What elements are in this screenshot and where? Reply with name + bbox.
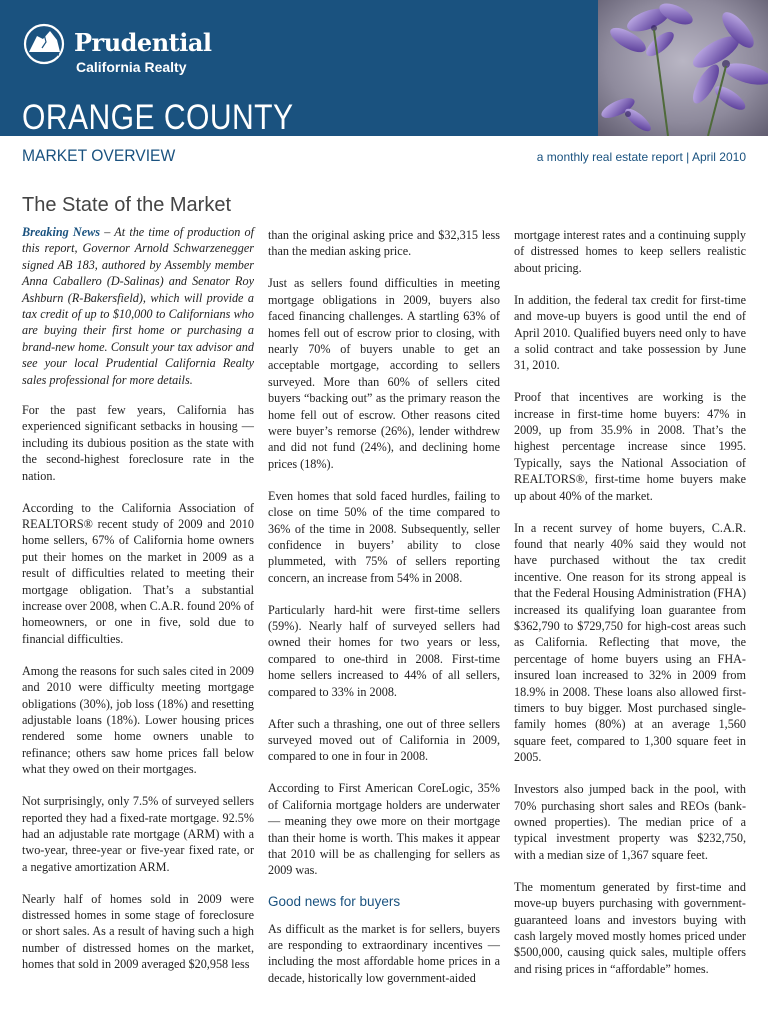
paragraph: mortgage interest rates and a continuing supply of distressed homes to keep sellers realistic about pricing. — [514, 228, 746, 275]
paragraph: For the past few years, California has experienced significant setbacks in housing — including its dubious position as the state with the second-highest foreclosure rate in the nation. — [22, 403, 254, 483]
paragraph: Particularly hard-hit were first-time sellers (59%). Nearly half of surveyed sellers had owned their homes for two years or less, compared to one-third in 2008. First-time home sellers increased to 44% of all sellers, compared to 33% in 2008. — [268, 602, 500, 699]
breaking-news-label: Breaking News — [22, 225, 101, 239]
breaking-news-text: – At the time of production of this report, Governor Arnold Schwarzenegger signed AB 183, authored by Assembly member Anna Caballero (D-Salinas) and Senator Roy Ashburn (R-Bakersfield), which will provide a tax credit of up to $10,000 to Californians who are buying their first home or purchasing a brand-new home. Consult your tax advisor and see your local Prudential California Realty sales professional for more details. — [22, 225, 254, 387]
paragraph: The momentum generated by first-time and move-up buyers purchasing with government-guaranteed loans and investors buying with cash largely moved mostly homes priced under $500,000, causing quick sales, multiple offers and rising prices in “affordable” homes. — [514, 879, 746, 976]
paragraph: Nearly half of homes sold in 2009 were distressed homes in some stage of foreclosure or short sales. As a result of having such a high number of distressed homes on the market, homes that sold in 2009 averaged $20,958 less — [22, 891, 254, 972]
paragraph: In addition, the federal tax credit for first-time and move-up buyers is good until the end of April 2010. Qualified buyers need only to have a solid contract and take possession by June 31, 2010. — [514, 292, 746, 373]
paragraph: After such a thrashing, one out of three sellers surveyed moved out of California in 2009, compared to one in four in 2008. — [268, 716, 500, 764]
subheading-good-news: Good news for buyers — [268, 894, 401, 910]
breaking-news-paragraph — [22, 224, 254, 388]
report-dateline: a monthly real estate report | April 2010 — [536, 150, 746, 164]
paragraph: According to the California Association of REALTORS® recent study of 2009 and 2010 home sellers, 67% of California home owners put their homes on the market in 2009 as a result of difficulties related to meeting their mortgage obligation. That’s a substantial increase over 2008, when C.A.R. found 20% of homeowners, or one in five, sold due to financial difficulties. — [22, 500, 254, 646]
agapanthus-flower-photo — [598, 0, 768, 136]
article-column-3 — [514, 227, 746, 993]
rock-of-gibraltar-icon — [22, 22, 68, 66]
brand-subtitle: California Realty — [76, 59, 187, 75]
paragraph: In a recent survey of home buyers, C.A.R. found that nearly 40% said they would not have purchased without the tax credit incentive. One reason for its strong appeal is that the Federal Housing Administration (FHA) increased its qualifying loan guarantee from $362,790 to $729,750 for high-cost areas such as California. Reflecting that move, the percentage of home buyers using an FHA-insured loan increased to 32% in 2009 from 18.9% in 2008. These loans also allowed first-timers to buy bigger. Most purchased single-family homes (80%) at an average 1,560 square feet, compared to 1,300 square feet in 2005. — [514, 520, 746, 765]
article-column-2 — [268, 227, 500, 1002]
paragraph: As difficult as the market is for sellers, buyers are responding to extraordinary incentives — including the most affordable home prices in a decade, historically low government-aided — [268, 921, 500, 985]
county-heading: ORANGE COUNTY — [22, 98, 294, 137]
paragraph: than the original asking price and $32,315 less than the median asking price. — [268, 228, 500, 259]
paragraph: Among the reasons for such sales cited in 2009 and 2010 were difficulty meeting mortgage obligations (30%), job loss (18%) and resetting adjustable loans (18%). Lower housing prices rendered some home owners unable to refinance; others saw home prices fall below what they owed on their mortgages. — [22, 663, 254, 777]
brand-name: Prudential — [74, 28, 212, 57]
paragraph: According to First American CoreLogic, 35% of California mortgage holders are underwater — meaning they owe more on their mortgage than their home is worth. This makes it appear that 2010 will be as challenging for sellers as 2009 was. — [268, 781, 500, 878]
paragraph: Investors also jumped back in the pool, with 70% purchasing short sales and REOs (bank-owned properties). The median price of a typical investment property was $232,750, with a median size of 1,367 square feet. — [514, 782, 746, 862]
paragraph: Proof that incentives are working is the increase in first-time home buyers: 47% in 2009, up from 35.9% in 2008. That’s the highest percentage increase since 1995. Typically, says the National Association of REALTORS®, first-time home buyers make up about 40% of the market. — [514, 390, 746, 503]
header-banner — [0, 0, 768, 136]
section-label: MARKET OVERVIEW — [22, 146, 176, 165]
article-column-1 — [22, 224, 254, 988]
paragraph: Not surprisingly, only 7.5% of surveyed sellers reported they had a fixed-rate mortgage. 92.5% had an adjustable rate mortgage (ARM) with a two-year, three-year or five-year fixed rate, or a negative amortization ARM. — [22, 794, 254, 874]
article-title: The State of the Market — [22, 194, 231, 216]
brand-logo[interactable] — [22, 20, 222, 80]
paragraph: Even homes that sold faced hurdles, failing to close on time 50% of the time compared to 36% of the time in 2008. Subsequently, seller confidence in buyers’ ability to close plummeted, with 75% of sellers reporting concern, an increase from 54% in 2008. — [268, 488, 500, 585]
paragraph: Just as sellers found difficulties in meeting mortgage obligations in 2009, buyers also faced financing challenges. A startling 63% of homes fell out of escrow prior to closing, with nearly 70% of buyers unable to get an acceptable mortgage, according to sellers surveyed. More than 60% of sellers cited buyers “backing out” as the primary reason the home fell out of escrow. Other reasons cited were buyer’s remorse (26%), lender withdrew and did not fund (24%), and declining home prices (18%). — [268, 276, 500, 471]
